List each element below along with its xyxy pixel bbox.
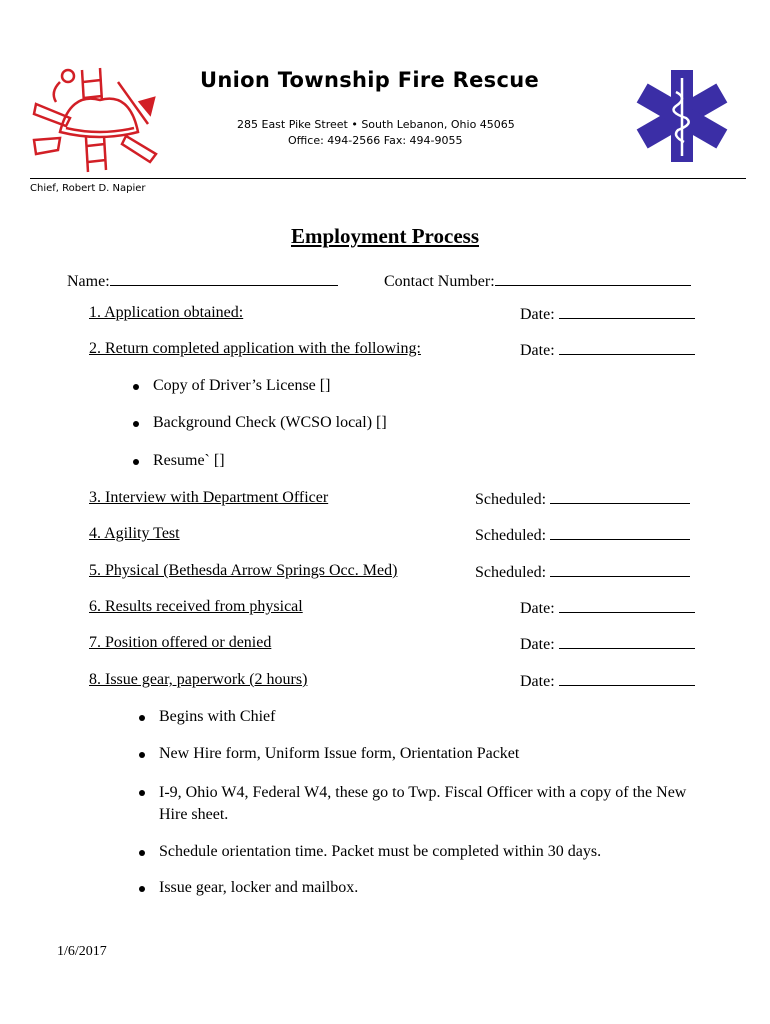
star-of-life-icon — [628, 70, 736, 162]
gear-item: Issue gear, locker and mailbox. — [159, 879, 359, 896]
step-6-label: 6. Results received from physical — [89, 598, 303, 615]
step-3-side-label: Scheduled: — [475, 491, 547, 508]
application-item: Resume` [] — [153, 452, 225, 469]
organization-contact: Office: 494-2566 Fax: 494-9055 — [288, 134, 463, 147]
bullet-dot — [139, 752, 145, 758]
step-4-blank[interactable] — [550, 525, 690, 540]
header-rule — [30, 178, 746, 179]
step-2-label: 2. Return completed application with the following: — [89, 340, 421, 357]
chief-name: Chief, Robert D. Napier — [30, 183, 146, 194]
bullet-dot — [139, 850, 145, 856]
step-8-blank[interactable] — [559, 671, 695, 686]
bullet-dot — [133, 421, 139, 427]
contact-number-label: Contact Number: — [384, 273, 495, 290]
name-field[interactable] — [67, 271, 338, 291]
gear-item: Begins with Chief — [159, 708, 276, 725]
contact-number-field[interactable] — [384, 271, 691, 291]
step-8-label: 8. Issue gear, paperwork (2 hours) — [89, 671, 308, 688]
step-6-blank[interactable] — [559, 598, 695, 613]
step-5-label: 5. Physical (Bethesda Arrow Springs Occ. Med) — [89, 562, 398, 579]
application-item: Copy of Driver’s License [] — [153, 377, 331, 394]
organization-name: Union Township Fire Rescue — [200, 68, 540, 92]
step-1-date[interactable] — [520, 304, 695, 324]
step-3-label: 3. Interview with Department Officer — [89, 489, 329, 506]
name-label: Name: — [67, 273, 110, 290]
step-8-date[interactable] — [520, 671, 695, 691]
step-7-side-label: Date: — [520, 636, 555, 653]
step-7-label: 7. Position offered or denied — [89, 634, 272, 651]
step-3-scheduled[interactable] — [475, 489, 690, 509]
bullet-dot — [133, 384, 139, 390]
footer-date: 1/6/2017 — [57, 944, 107, 959]
step-4-side-label: Scheduled: — [475, 527, 547, 544]
step-2-date[interactable] — [520, 340, 695, 360]
step-4-label: 4. Agility Test — [89, 525, 180, 542]
step-2-side-label: Date: — [520, 342, 555, 359]
step-5-blank[interactable] — [550, 562, 690, 577]
bullet-dot — [139, 790, 145, 796]
document-title: Employment Process — [290, 224, 479, 248]
gear-item: New Hire form, Uniform Issue form, Orientation Packet — [159, 745, 520, 762]
application-item: Background Check (WCSO local) [] — [153, 414, 387, 431]
bullet-dot — [139, 886, 145, 892]
step-2-blank[interactable] — [559, 340, 695, 355]
step-1-side-label: Date: — [520, 306, 555, 323]
step-3-blank[interactable] — [550, 489, 690, 504]
step-6-side-label: Date: — [520, 600, 555, 617]
contact-number-blank[interactable] — [495, 271, 691, 286]
step-5-scheduled[interactable] — [475, 562, 690, 582]
step-1-blank[interactable] — [559, 304, 695, 319]
step-7-date[interactable] — [520, 634, 695, 654]
step-4-scheduled[interactable] — [475, 525, 690, 545]
step-5-side-label: Scheduled: — [475, 564, 547, 581]
step-6-date[interactable] — [520, 598, 695, 618]
bullet-dot — [139, 715, 145, 721]
fire-department-logo — [30, 62, 160, 174]
step-8-side-label: Date: — [520, 673, 555, 690]
organization-address: 285 East Pike Street • South Lebanon, Ohio 45065 — [237, 118, 515, 131]
gear-item: Schedule orientation time. Packet must be completed within 30 days. — [159, 843, 602, 860]
bullet-dot — [133, 459, 139, 465]
name-blank[interactable] — [110, 271, 338, 286]
step-1-label: 1. Application obtained: — [89, 304, 244, 321]
gear-item: I-9, Ohio W4, Federal W4, these go to Twp. Fiscal Officer with a copy of the New Hire sheet. — [159, 784, 687, 823]
step-7-blank[interactable] — [559, 634, 695, 649]
